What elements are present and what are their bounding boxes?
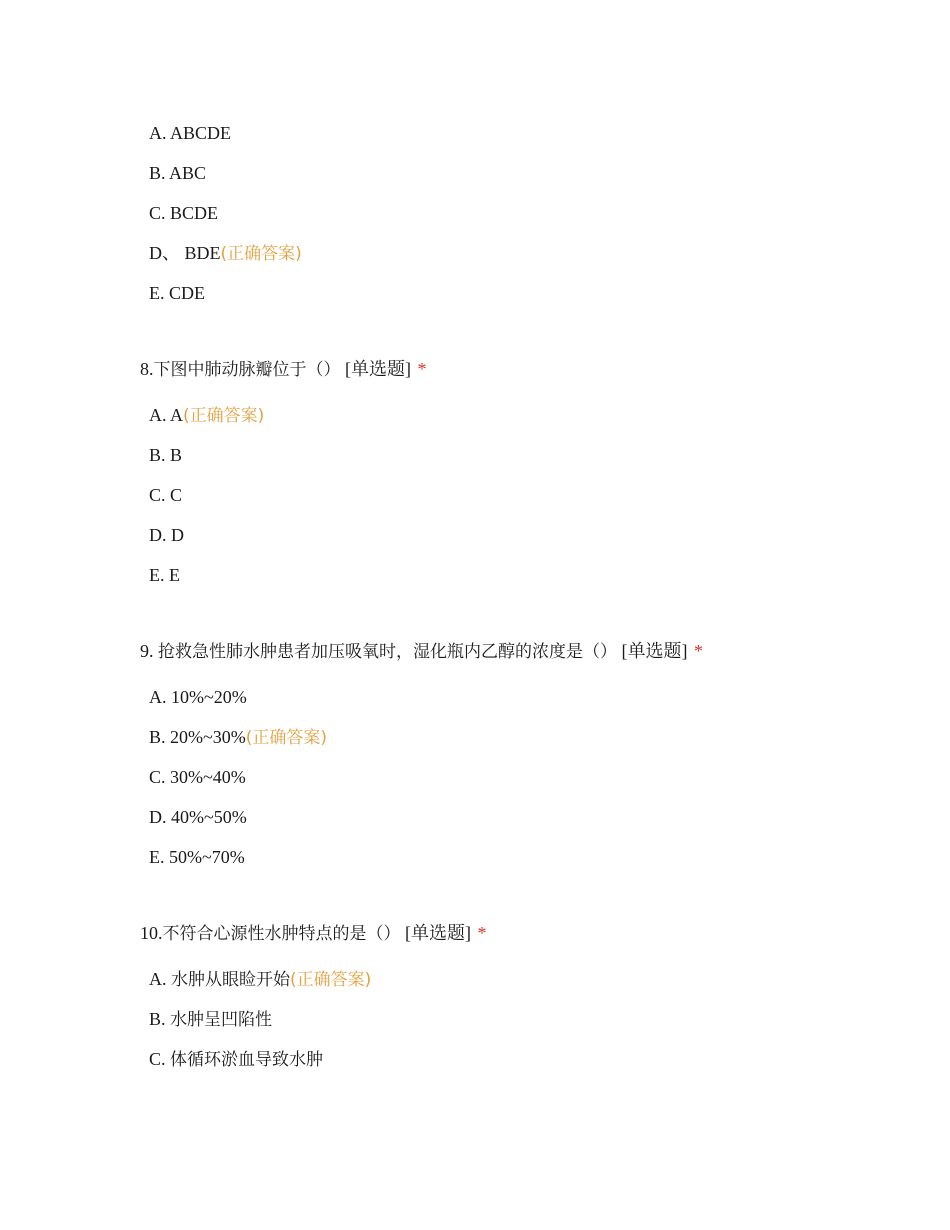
option-9-d bbox=[149, 806, 247, 828]
question-title bbox=[140, 640, 703, 663]
option-text: D. D bbox=[149, 525, 184, 545]
option-text: A. 10%~20% bbox=[149, 687, 247, 707]
question-title bbox=[140, 358, 427, 381]
option-text: C. 30%~40% bbox=[149, 767, 246, 787]
option-text: E. 50%~70% bbox=[149, 847, 245, 867]
question-title bbox=[140, 922, 487, 945]
question-type: [单选题] bbox=[405, 923, 471, 943]
option-text: E. CDE bbox=[149, 283, 205, 303]
option-9-e bbox=[149, 846, 245, 868]
option-prefix: A. bbox=[149, 969, 171, 989]
option-10-c bbox=[149, 1048, 323, 1071]
option-8-a bbox=[149, 404, 264, 427]
question-text: 不符合心源性水肿特点的是（） bbox=[162, 924, 401, 944]
option-text: A. A bbox=[149, 405, 184, 425]
question-text: 下图中肺动脉瓣位于（） bbox=[153, 360, 341, 380]
option-prefix: C. bbox=[149, 1049, 171, 1069]
option-7-a bbox=[149, 122, 231, 144]
correct-answer-tag: (正确答案) bbox=[183, 406, 265, 426]
option-8-c bbox=[149, 484, 182, 506]
question-text: 抢救急性肺水肿患者加压吸氧时，湿化瓶内乙醇的浓度是（） bbox=[158, 642, 617, 662]
option-8-d bbox=[149, 524, 184, 546]
question-number: 9. bbox=[140, 641, 158, 661]
option-text: 体循环淤血导致水肿 bbox=[170, 1050, 324, 1070]
option-prefix: B. bbox=[149, 1009, 171, 1029]
question-number: 8. bbox=[140, 359, 154, 379]
option-8-e bbox=[149, 564, 180, 586]
option-7-e bbox=[149, 282, 205, 304]
required-marker: * bbox=[694, 641, 703, 661]
required-marker: * bbox=[477, 923, 487, 943]
option-7-b bbox=[149, 162, 206, 184]
option-text: D、 BDE bbox=[149, 243, 221, 263]
question-type: [单选题] bbox=[345, 359, 411, 379]
option-text: C. BCDE bbox=[149, 203, 219, 223]
correct-answer-tag: (正确答案) bbox=[290, 970, 372, 990]
option-7-d bbox=[149, 242, 302, 265]
option-9-c bbox=[149, 766, 246, 788]
option-text: B. 20%~30% bbox=[149, 727, 246, 747]
correct-answer-tag: (正确答案) bbox=[220, 244, 302, 264]
option-text: E. E bbox=[149, 565, 180, 585]
correct-answer-tag: (正确答案) bbox=[245, 728, 327, 748]
question-type: [单选题] bbox=[621, 641, 688, 661]
option-9-b bbox=[149, 726, 327, 749]
option-text: B. ABC bbox=[149, 163, 207, 183]
required-marker: * bbox=[417, 359, 427, 379]
option-10-a bbox=[149, 968, 371, 991]
option-text: A. ABCDE bbox=[149, 123, 232, 143]
option-text: B. B bbox=[149, 445, 183, 465]
option-text: D. 40%~50% bbox=[149, 807, 247, 827]
option-8-b bbox=[149, 444, 182, 466]
option-text: 水肿从眼睑开始 bbox=[171, 970, 290, 990]
option-9-a bbox=[149, 686, 247, 708]
option-7-c bbox=[149, 202, 218, 224]
option-text: 水肿呈凹陷性 bbox=[170, 1010, 273, 1030]
option-10-b bbox=[149, 1008, 272, 1031]
option-text: C. C bbox=[149, 485, 183, 505]
question-number: 10. bbox=[140, 923, 163, 943]
